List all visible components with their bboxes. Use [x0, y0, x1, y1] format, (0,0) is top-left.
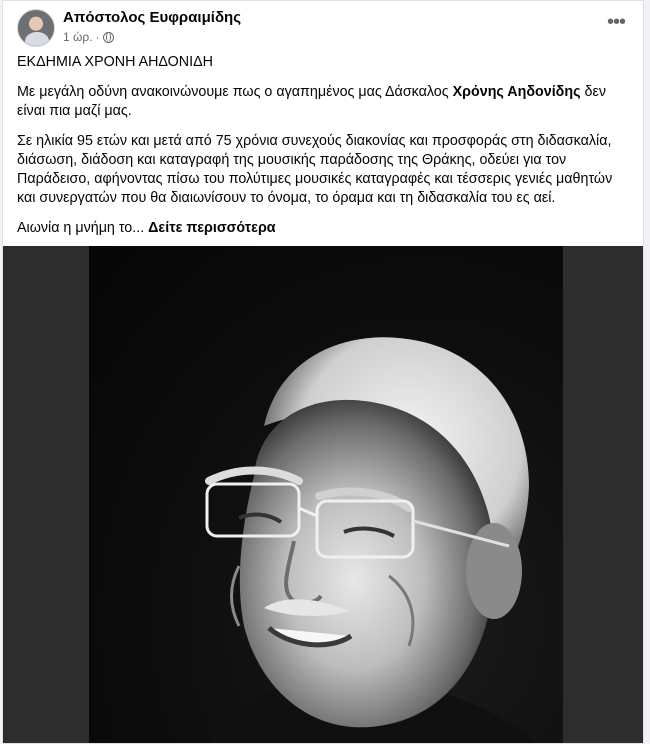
- paragraph-1-start: Με μεγάλη οδύνη ανακοινώνουμε πως ο αγαπημένος μας Δάσκαλος: [17, 84, 453, 100]
- more-options-button[interactable]: •••: [606, 11, 625, 33]
- post-meta: [63, 30, 114, 44]
- post-paragraph-2: Σε ηλικία 95 ετών και μετά από 75 χρόνια συνεχούς διακονίας και προσφοράς στη διδασκαλία, διάσωση, διάδοση και καταγραφή της μουσικής παράδοσης της Θράκης, οδεύει για τον Παράδεισο, αφήνοντας πίσω του πολύτιμες μουσικές καταγραφές και τέσσερις γενιές μαθητών και συνεργατών που θα διαιωνίσουν το όνομα, το όραμα και τη διδασκαλία του ες αεί.: [17, 133, 613, 206]
- meta-separator: ·: [95, 30, 100, 44]
- globe-icon: [103, 32, 114, 43]
- see-more-link[interactable]: Δείτε περισσότερα: [148, 220, 276, 236]
- post-header: [17, 9, 631, 49]
- post-photo[interactable]: [3, 246, 644, 744]
- post-paragraph-3: [17, 219, 629, 238]
- paragraph-3-text: Αιωνία η μνήμη το...: [17, 220, 145, 236]
- post-paragraph-1: [17, 83, 629, 121]
- portrait-image: [89, 246, 563, 744]
- mentioned-name: Χρόνης Αηδονίδης: [452, 84, 581, 100]
- post-title: ΕΚΔΗΜΙΑ ΧΡΟΝΗ ΑΗΔΟΝΙΔΗ: [17, 54, 213, 70]
- portrait-illustration: [89, 246, 563, 744]
- post-time[interactable]: 1 ώρ.: [63, 30, 93, 44]
- post-card: [2, 0, 644, 744]
- paragraph-1-end: δεν είναι πια μαζί μας.: [17, 84, 606, 119]
- author-name[interactable]: Απόστολος Ευφραιμίδης: [63, 9, 242, 26]
- author-avatar[interactable]: [17, 9, 55, 47]
- post-text: [17, 53, 629, 249]
